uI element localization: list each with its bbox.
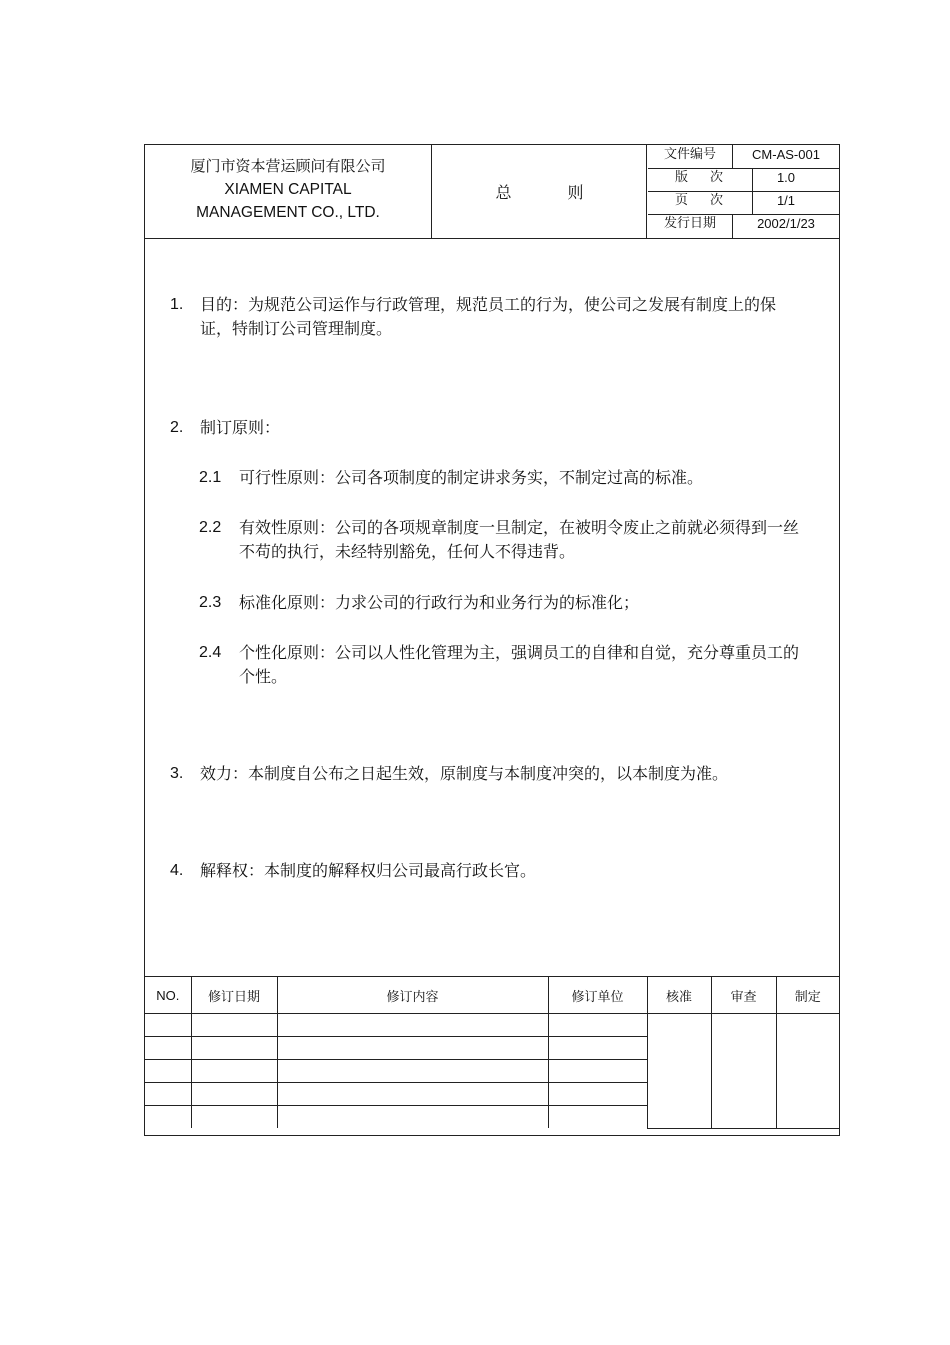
table-cell <box>548 1014 647 1037</box>
subsection-number: 2.2 <box>199 519 222 536</box>
subsection-text: 个性化原则：公司以人性化管理为主，强调员工的自律和自觉，充分尊重员工的个性。 <box>239 643 800 686</box>
section-2-3 <box>199 591 809 615</box>
document-frame <box>144 144 840 1136</box>
col-no: NO. <box>145 977 191 1014</box>
subsection-text: 有效性原则：公司的各项规章制度一旦制定，在被明令废止之前就必须得到一丝不苟的执行，未经特别豁免，任何人不得违背。 <box>239 518 800 561</box>
table-cell <box>191 1106 277 1129</box>
col-revision-content: 修订内容 <box>277 977 548 1014</box>
col-prepare: 制定 <box>776 977 839 1014</box>
company-name-en-line1: XIAMEN CAPITAL <box>224 181 352 198</box>
meta-key: 文件编号 <box>648 145 733 168</box>
table-cell <box>191 1083 277 1106</box>
section-4 <box>170 859 800 883</box>
meta-value: 1/1 <box>776 193 796 208</box>
section-number: 1. <box>170 296 184 313</box>
subsection-number: 2.3 <box>199 594 222 611</box>
meta-row-version <box>648 168 839 192</box>
table-cell <box>277 1106 548 1129</box>
table-cell <box>277 1083 548 1106</box>
table-cell <box>191 1014 277 1037</box>
section-number: 3. <box>170 765 184 782</box>
company-name-en-line2: MANAGEMENT CO., LTD. <box>196 204 380 221</box>
table-cell <box>548 1106 647 1129</box>
document-meta <box>648 145 839 238</box>
meta-value: 1.0 <box>776 170 796 185</box>
section-number: 4. <box>170 862 184 879</box>
meta-key: 版次 <box>648 168 753 191</box>
table-row <box>145 1014 839 1037</box>
table-cell <box>191 1060 277 1083</box>
table-cell <box>145 1060 191 1083</box>
section-2-1 <box>199 466 809 490</box>
revision-table <box>145 976 839 1129</box>
table-cell <box>548 1060 647 1083</box>
table-cell <box>548 1037 647 1060</box>
company-name-cn: 厦门市资本营运顾问有限公司 <box>190 157 386 175</box>
meta-key: 页次 <box>648 191 753 214</box>
meta-row-doc-number <box>648 145 839 169</box>
meta-row-issue-date <box>648 214 839 238</box>
meta-key: 发行日期 <box>648 214 733 238</box>
document-title: 总则 <box>433 145 647 238</box>
subsection-number: 2.1 <box>199 469 222 486</box>
section-2-4 <box>199 641 809 689</box>
table-cell <box>277 1060 548 1083</box>
table-cell <box>548 1083 647 1106</box>
table-cell <box>145 1106 191 1129</box>
section-number: 2. <box>170 419 184 436</box>
col-revision-date: 修订日期 <box>191 977 277 1014</box>
section-2-2 <box>199 516 809 564</box>
meta-row-page <box>648 191 839 215</box>
col-revision-unit: 修订单位 <box>548 977 647 1014</box>
col-review: 审查 <box>711 977 776 1014</box>
section-text: 制订原则： <box>200 418 281 437</box>
prepare-cell <box>776 1014 839 1129</box>
table-cell <box>277 1037 548 1060</box>
subsection-number: 2.4 <box>199 644 222 661</box>
table-cell <box>145 1083 191 1106</box>
section-text: 效力：本制度自公布之日起生效，原制度与本制度冲突的，以本制度为准。 <box>200 764 729 783</box>
subsection-text: 可行性原则：公司各项制度的制定讲求务实，不制定过高的标准。 <box>239 468 704 487</box>
section-1 <box>170 293 800 341</box>
section-text: 解释权：本制度的解释权归公司最高行政长官。 <box>200 861 537 880</box>
company-name-block <box>145 145 432 238</box>
col-approve: 核准 <box>647 977 711 1014</box>
section-text: 目的：为规范公司运作与行政管理，规范员工的行为，使公司之发展有制度上的保证，特制订公司管理制度。 <box>200 295 777 338</box>
review-cell <box>711 1014 776 1129</box>
revision-header-row <box>145 977 839 1014</box>
section-2 <box>170 416 800 440</box>
table-cell <box>277 1014 548 1037</box>
table-cell <box>145 1014 191 1037</box>
approve-cell <box>647 1014 711 1129</box>
section-3 <box>170 762 800 786</box>
table-cell <box>191 1037 277 1060</box>
table-cell <box>145 1037 191 1060</box>
meta-value: CM-AS-001 <box>752 147 820 162</box>
document-header <box>145 145 839 239</box>
meta-value: 2002/1/23 <box>757 216 815 231</box>
subsection-text: 标准化原则：力求公司的行政行为和业务行为的标准化； <box>239 593 640 612</box>
